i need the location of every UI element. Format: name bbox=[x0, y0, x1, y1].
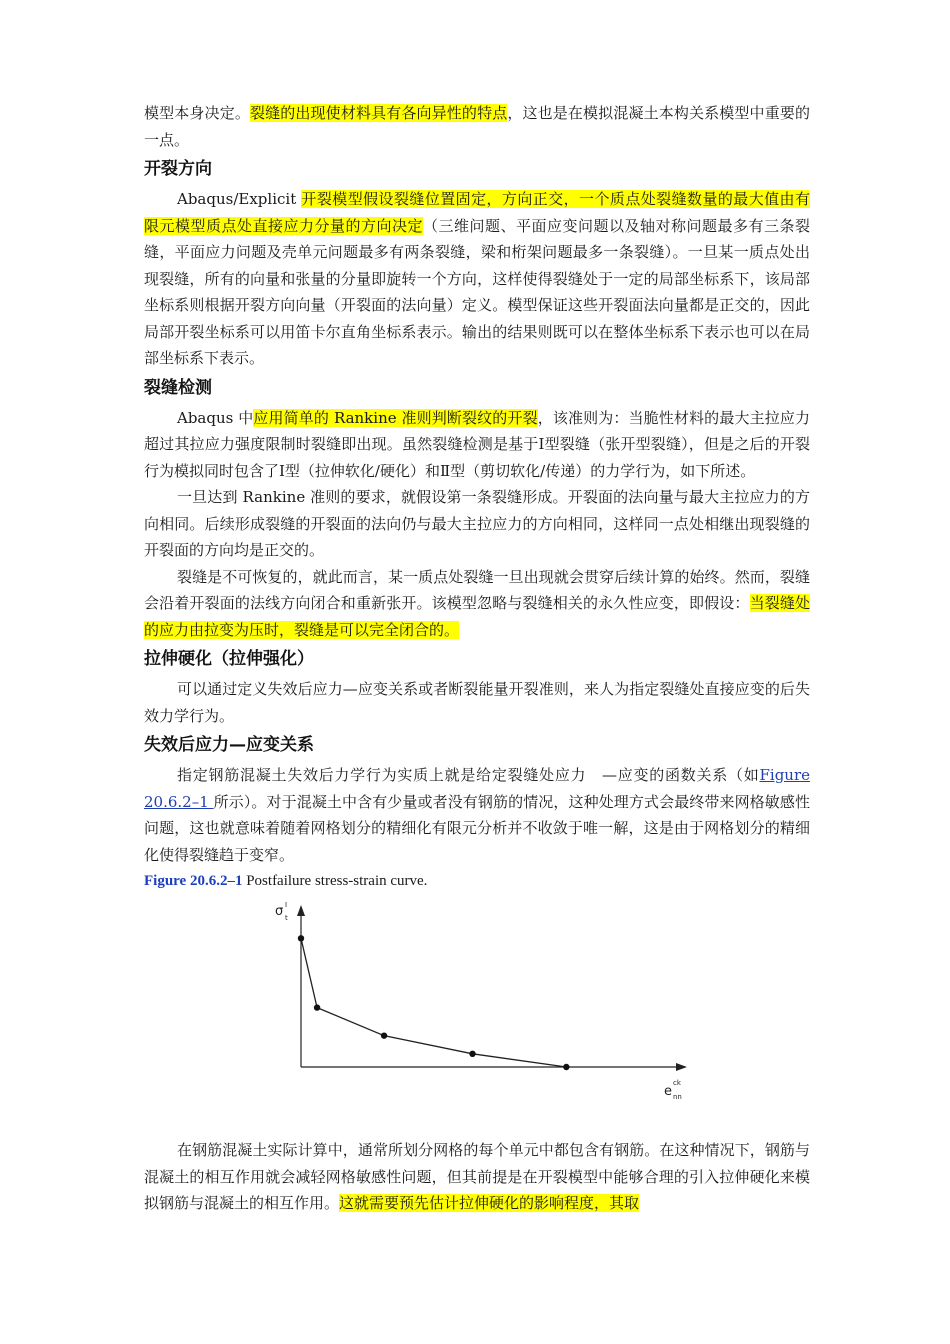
paragraph-final bbox=[144, 1137, 810, 1217]
data-point bbox=[314, 1004, 320, 1010]
data-point bbox=[381, 1032, 387, 1038]
paragraph-crack-detection-1 bbox=[144, 405, 810, 485]
figure-number: Figure 20.6.2–1 bbox=[144, 873, 243, 889]
data-point bbox=[563, 1064, 569, 1070]
x-axis-label-subscript: nn bbox=[673, 1093, 682, 1101]
paragraph-crack-detection-3 bbox=[144, 564, 810, 644]
text-run: 模型本身决定。 bbox=[144, 104, 250, 122]
x-axis-label-superscript: ck bbox=[673, 1079, 681, 1087]
y-axis-label-superscript: I bbox=[285, 901, 288, 909]
y-axis-label: σ bbox=[275, 904, 284, 919]
paragraph-postfailure bbox=[144, 762, 810, 868]
x-axis-label: e bbox=[664, 1084, 672, 1099]
figure-caption-text: Postfailure stress-strain curve. bbox=[242, 873, 428, 889]
text-run: 指定钢筋混凝土失效后力学行为实质上就是给定裂缝处应力 —应变的函数关系（如 bbox=[177, 766, 760, 784]
text-run: Abaqus 中 bbox=[177, 408, 254, 427]
paragraph-crack-direction bbox=[144, 186, 810, 372]
series-line bbox=[301, 938, 566, 1067]
section-heading-postfailure: 失效后应力—应变关系 bbox=[144, 735, 314, 755]
highlighted-text: 应用简单的 Rankine 准则判断裂纹的开裂 bbox=[253, 408, 538, 427]
section-heading-crack-direction: 开裂方向 bbox=[144, 159, 212, 179]
highlighted-text: 裂缝的出现使材料具有各向异性的特点 bbox=[249, 104, 508, 122]
text-run: ，这也是在模拟混凝土本构关系模型中重要的一点。 bbox=[144, 104, 810, 149]
text-run: Abaqus/Explicit bbox=[177, 190, 302, 208]
y-axis-arrowhead bbox=[297, 905, 305, 916]
document-body bbox=[144, 100, 810, 1217]
section-heading-tension-stiffening: 拉伸硬化（拉伸强化） bbox=[144, 649, 314, 669]
paragraph-crack-detection-2: 一旦达到 Rankine 准则的要求，就假设第一条裂缝形成。开裂面的法向量与最大主拉应力的方向相同。后续形成裂缝的开裂面的法向仍与最大主拉应力的方向相同，这样同一点处相继出现裂缝的开裂面的方向均是正交的。 bbox=[144, 488, 810, 559]
x-axis-arrowhead bbox=[676, 1063, 687, 1071]
figure-caption bbox=[144, 868, 810, 893]
chart-axes bbox=[297, 905, 687, 1071]
figure-container bbox=[144, 895, 810, 1117]
data-point bbox=[469, 1051, 475, 1057]
y-axis-label-subscript: t bbox=[285, 914, 288, 922]
section-heading-crack-detection: 裂缝检测 bbox=[144, 377, 212, 398]
highlighted-text: 开裂模型假设裂缝位置固定，方向正交，一个质点处裂缝数量的最大值由有限元模型质点处直接应力分量的方向决定 bbox=[144, 190, 810, 235]
figure-link[interactable]: Figure 20.6.2–1 bbox=[144, 766, 810, 811]
text-run: 在钢筋混凝土实际计算中，通常所划分网格的每个单元中都包含有钢筋。在这种情况下，钢筋与混凝土的相互作用就会减轻网格敏感性问题，但其前提是在开裂模型中能够合理的引入拉伸硬化来模拟钢筋与混凝土的相互作用。 bbox=[144, 1141, 810, 1212]
text-run: 裂缝是不可恢复的，就此而言，某一质点处裂缝一旦出现就会贯穿后续计算的始终。然而，裂缝会沿着开裂面的法线方向闭合和重新张开。该模型忽略与裂缝相关的永久性应变，即假设： bbox=[144, 567, 810, 612]
text-run: ，该准则为：当脆性材料的最大主拉应力超过其拉应力强度限制时裂缝即出现。虽然裂缝检测是基于Ⅰ型裂缝（张开型裂缝），但是之后的开裂行为模拟同时包含了Ⅰ型（拉伸软化/硬化）和Ⅱ型（剪切软化/传递）的力学行为，如下所述。 bbox=[144, 408, 810, 480]
text-run: 所示）。对于混凝土中含有少量或者没有钢筋的情况，这种处理方式会最终带来网格敏感性问题，这也就意味着随着网格划分的精细化有限元分析并不收敛于唯一解，这是由于网格划分的精细化使得裂缝趋于变窄。 bbox=[144, 792, 810, 864]
data-point bbox=[298, 935, 304, 941]
text-run: （三维问题、平面应变问题以及轴对称问题最多有三条裂缝，平面应力问题及壳单元问题最多有两条裂缝，梁和桁架问题最多一条裂缝）。一旦某一质点处出现裂缝，所有的向量和张量的分量即旋转一个方向，这样使得裂缝处于一定的局部坐标系下，该局部坐标系则根据开裂方向向量（开裂面的法向量）定义。模型保证这些开裂面法向量都是正交的，因此局部开裂坐标系可以用笛卡尔直角坐标系表示。输出的结果则既可以在整体坐标系下表示也可以在局部坐标系下表示。 bbox=[144, 216, 810, 367]
postfailure-chart bbox=[269, 895, 709, 1117]
highlighted-text: 当裂缝处的应力由拉变为压时，裂缝是可以完全闭合的。 bbox=[144, 594, 810, 639]
chart-labels bbox=[275, 901, 682, 1101]
chart-marks bbox=[298, 935, 570, 1070]
highlighted-text: 这就需要预先估计拉伸硬化的影响程度，其取 bbox=[339, 1194, 640, 1212]
paragraph-tension-stiffening: 可以通过定义失效后应力—应变关系或者断裂能量开裂准则，来人为指定裂缝处直接应变的后失效力学行为。 bbox=[144, 680, 810, 725]
paragraph-intro bbox=[144, 100, 810, 153]
